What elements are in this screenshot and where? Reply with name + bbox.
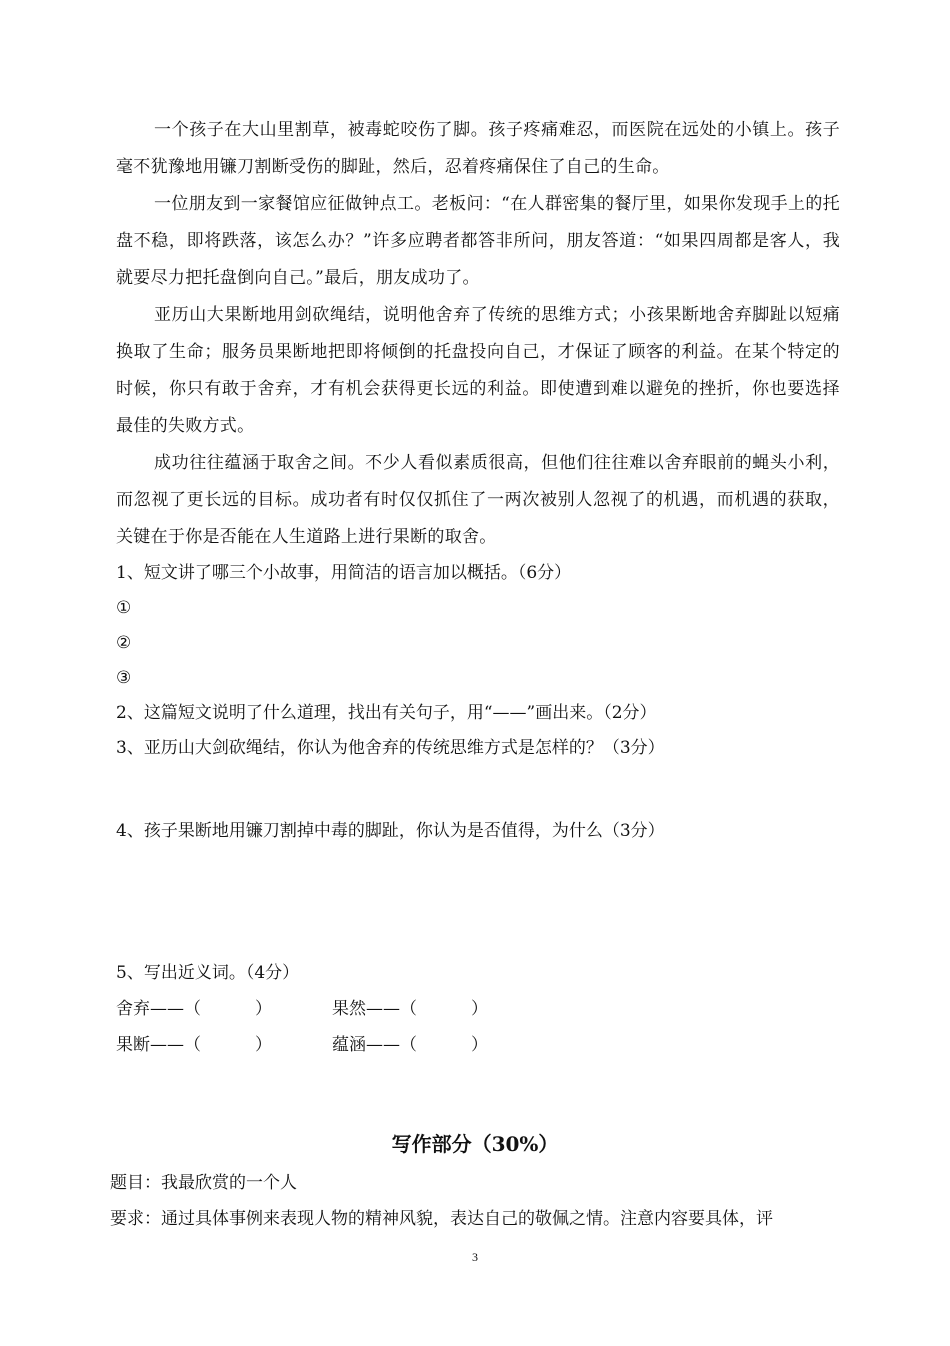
question-5: 5、写出近义词。（4分） xyxy=(116,963,300,983)
answer-mark-3: ③ xyxy=(116,668,132,688)
answer-space-4 xyxy=(116,849,840,956)
synonym-item: 果然——（ ） xyxy=(332,999,489,1019)
writing-section-title: 写作部分（30%） xyxy=(391,1132,559,1156)
writing-topic: 题目：我最欣赏的一个人 xyxy=(110,1173,297,1193)
question-1: 1、短文讲了哪三个小故事，用简洁的语言加以概括。（6分） xyxy=(116,563,572,583)
answer-mark-2: ② xyxy=(116,633,132,653)
question-4: 4、孩子果断地用镰刀割掉中毒的脚趾，你认为是否值得，为什么（3分） xyxy=(116,821,665,841)
synonym-item: 蕴涵——（ ） xyxy=(332,1035,489,1055)
passage-paragraph-4: 成功往往蕴涵于取舍之间。不少人看似素质很高，但他们往往难以舍弃眼前的蝇头小利，而忽视了更长远的目标。成功者有时仅仅抓住了一两次被别人忽视了的机遇，而机遇的获取，关键在于你是否能在人生道路上进行果断的取舍。 xyxy=(116,453,840,547)
writing-requirement: 要求：通过具体事例来表现人物的精神风貌，表达自己的敬佩之情。注意内容要具体，评 xyxy=(110,1209,773,1229)
answer-mark-1: ① xyxy=(116,598,132,618)
answer-space-3 xyxy=(116,766,840,814)
synonym-row-1 xyxy=(116,991,840,1027)
synonym-item: 果断——（ ） xyxy=(116,1035,273,1055)
question-3: 3、亚历山大剑砍绳结，你认为他舍弃的传统思维方式是怎样的？（3分） xyxy=(116,738,665,758)
synonym-row-2 xyxy=(116,1027,840,1063)
question-2: 2、这篇短文说明了什么道理，找出有关句子，用“——”画出来。（2分） xyxy=(116,703,657,723)
passage-paragraph-3: 亚历山大果断地用剑砍绳结，说明他舍弃了传统的思维方式；小孩果断地舍弃脚趾以短痛换取了生命；服务员果断地把即将倾倒的托盘投向自己，才保证了顾客的利益。在某个特定的时候，你只有敢于舍弃，才有机会获得更长远的利益。即使遭到难以避免的挫折，你也要选择最佳的失败方式。 xyxy=(116,305,840,436)
passage-paragraph-1: 一个孩子在大山里割草，被毒蛇咬伤了脚。孩子疼痛难忍，而医院在远处的小镇上。孩子毫不犹豫地用镰刀割断受伤的脚趾，然后，忍着疼痛保住了自己的生命。 xyxy=(116,120,840,177)
reading-section xyxy=(116,112,840,1063)
page-number: 3 xyxy=(472,1250,478,1264)
writing-section xyxy=(110,1165,840,1237)
passage-paragraph-2: 一位朋友到一家餐馆应征做钟点工。老板问：“在人群密集的餐厅里，如果你发现手上的托盘不稳，即将跌落，该怎么办？”许多应聘者都答非所问，朋友答道：“如果四周都是客人，我就要尽力把托盘倒向自己。”最后，朋友成功了。 xyxy=(116,194,840,288)
synonym-item: 舍弃——（ ） xyxy=(116,999,273,1019)
